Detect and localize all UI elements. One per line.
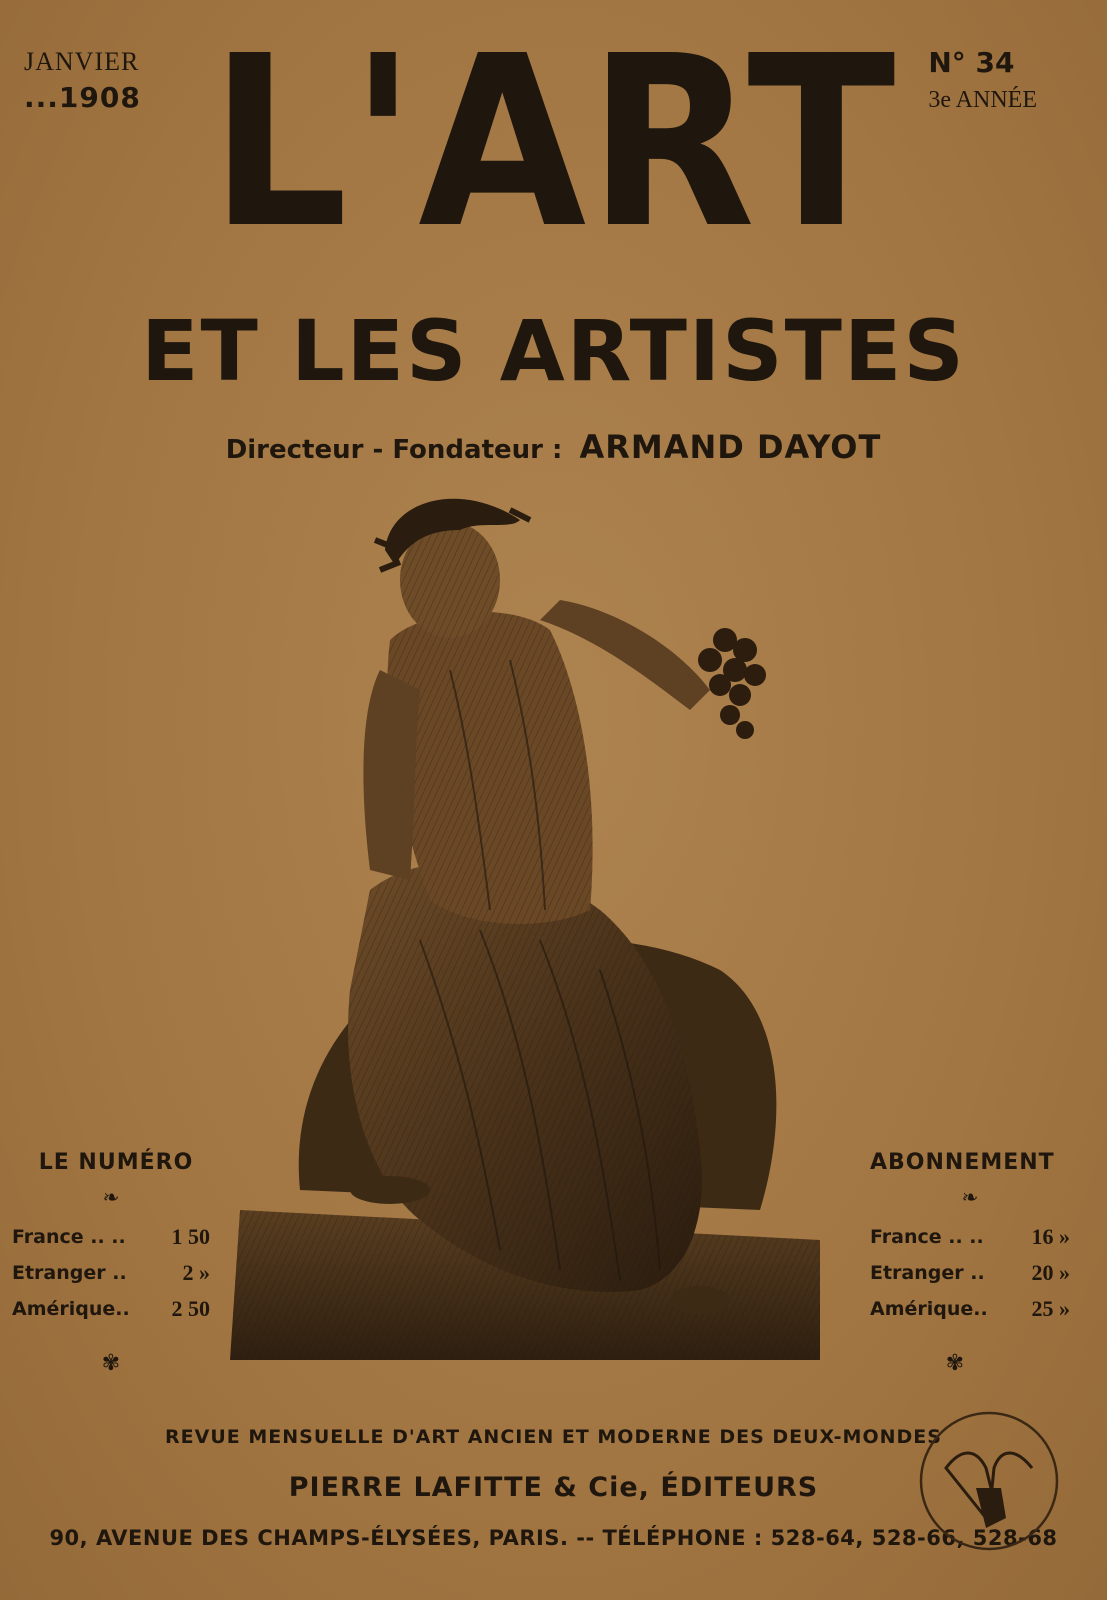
price-label: France .. .. — [870, 1226, 984, 1248]
price-value: 25 » — [1031, 1296, 1070, 1321]
price-value: 2 50 — [171, 1296, 210, 1321]
publisher-seal-icon — [916, 1408, 1062, 1554]
price-label: Amérique.. — [12, 1298, 130, 1320]
issue-number: N° 34 — [928, 46, 1015, 79]
subscription-prices — [870, 1150, 1070, 1376]
masthead-subtitle: ET LES ARTISTES — [141, 302, 966, 400]
price-row — [870, 1291, 1070, 1327]
price-value: 16 » — [1031, 1224, 1070, 1249]
price-label: France .. .. — [12, 1226, 126, 1248]
price-label: Etranger .. — [870, 1262, 985, 1284]
ornament-icon: ✾ — [945, 1351, 965, 1376]
address: 90, AVENUE DES CHAMPS-ÉLYSÉES, PARIS. -- TÉLÉPHONE : 528-64, 528-66, 528-68 — [49, 1526, 1058, 1550]
price-row — [12, 1291, 210, 1327]
director-name: ARMAND DAYOT — [579, 428, 882, 466]
flourish-icon: ❧ — [102, 1185, 120, 1209]
issue-month: JANVIER — [24, 47, 140, 76]
price-value: 2 » — [182, 1260, 210, 1285]
price-label: Amérique.. — [870, 1298, 988, 1320]
price-value: 1 50 — [171, 1224, 210, 1249]
publisher: PIERRE LAFITTE & Cie, ÉDITEURS — [288, 1472, 819, 1503]
tagline: REVUE MENSUELLE D'ART ANCIEN ET MODERNE DES DEUX-MONDES — [165, 1426, 942, 1448]
price-row — [12, 1255, 210, 1291]
single-issue-prices — [12, 1150, 210, 1376]
price-row — [12, 1219, 210, 1255]
issue-volume-year: 3e ANNÉE — [928, 87, 1037, 113]
price-label: Etranger .. — [12, 1262, 127, 1284]
flourish-icon: ❧ — [961, 1185, 979, 1209]
ornament-icon: ✾ — [101, 1351, 121, 1376]
price-row — [870, 1219, 1070, 1255]
single-issue-title: LE NUMÉRO — [38, 1150, 194, 1175]
masthead-title: L'ART — [209, 5, 898, 280]
price-value: 20 » — [1031, 1260, 1070, 1285]
statue-illustration — [220, 490, 840, 1390]
director-line — [0, 428, 1107, 466]
issue-year: ...1908 — [24, 81, 141, 114]
subscription-title: ABONNEMENT — [870, 1150, 1055, 1175]
director-label: Directeur - Fondateur : — [225, 435, 563, 465]
price-row — [870, 1255, 1070, 1291]
